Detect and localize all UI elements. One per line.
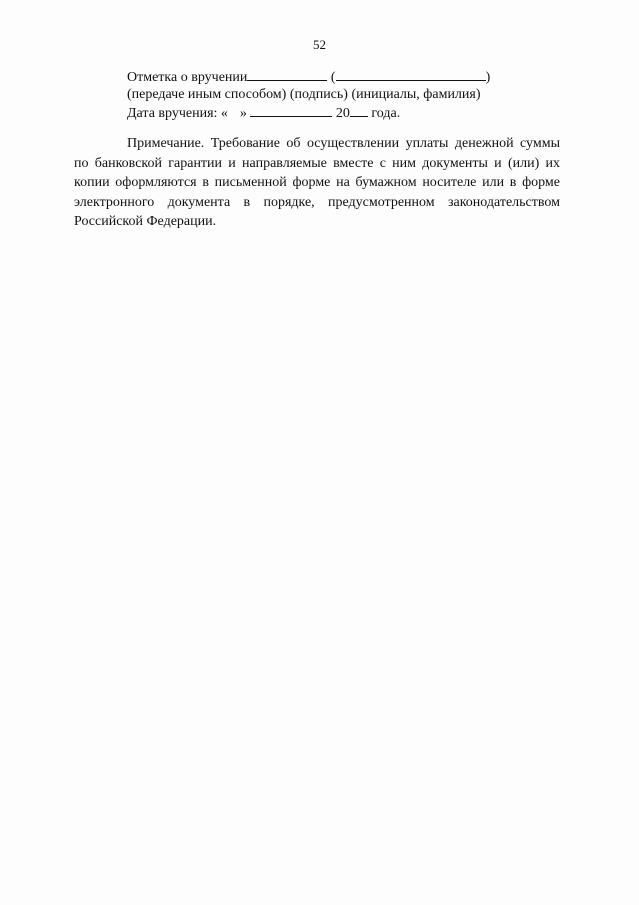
paren-open: (	[330, 70, 336, 85]
note-paragraph: Примечание. Требование об осуществлении уплаты денежной суммы по банковской гарантии и направляемые вместе с ним документы и (или) их копии оформляются в письменной форме на бумажном носителе или в форме электронного документа в порядке, предусмотренном законодательством Российской Федерации.	[74, 136, 560, 229]
day-blank	[228, 105, 240, 117]
date-quote-close: »	[239, 106, 247, 121]
paren-close: )	[485, 70, 491, 85]
date-label: Дата вручения: «	[127, 106, 228, 121]
month-blank	[250, 104, 332, 117]
delivery-mark-label: Отметка о вручении	[127, 70, 248, 85]
year-blank	[350, 104, 368, 117]
year-prefix: 20	[335, 106, 350, 121]
signature-blank	[247, 68, 327, 81]
delivery-mark-line	[127, 68, 490, 86]
page-number: 52	[313, 37, 326, 52]
delivery-caption-line: (передаче иным способом) (подпись) (инициалы, фамилия)	[127, 87, 481, 102]
name-blank	[336, 68, 486, 81]
year-suffix: года.	[371, 106, 401, 121]
delivery-date-line	[127, 104, 400, 122]
